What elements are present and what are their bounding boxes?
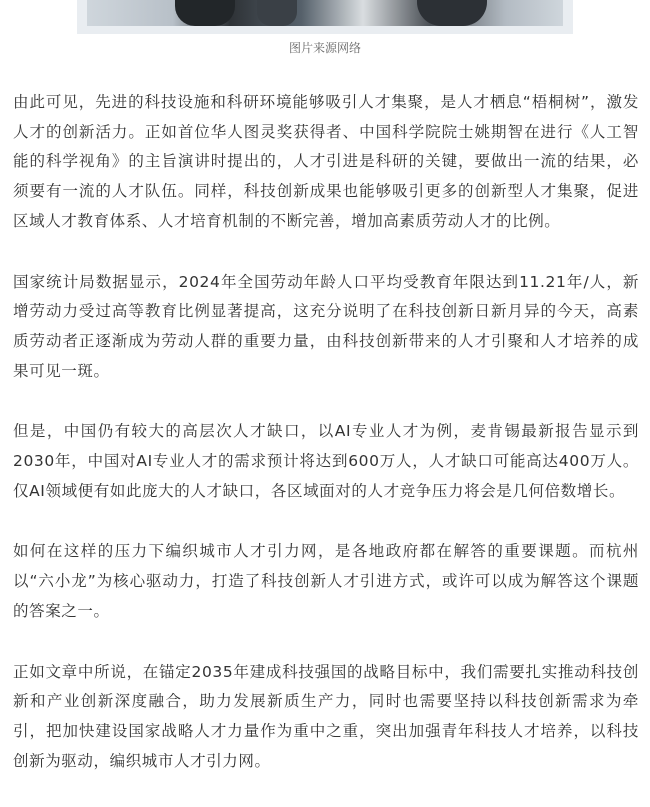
photo-figure-right xyxy=(417,0,487,26)
paragraph-5: 正如文章中所说，在锚定2035年建成科技强国的战略目标中，我们需要扎实推动科技创新和产业创新深度融合，助力发展新质生产力，同时也需要坚持以科技创新需求为牵引，把加快建设国家战略人才力量作为重中之重，突出加强青年科技人才培养，以科技创新为驱动，编织城市人才引力网。 xyxy=(13,662,639,770)
photo-caption: 图片来源网络 xyxy=(288,41,361,55)
photo-figure-middle xyxy=(257,0,297,26)
article-photo xyxy=(77,0,573,34)
photo-scene xyxy=(87,0,563,26)
paragraph-3: 但是，中国仍有较大的高层次人才缺口，以AI专业人才为例，麦肯锡最新报告显示到2030年，中国对AI专业人才的需求预计将达到600万人，人才缺口可能高达400万人。仅AI领域便有如此庞大的人才缺口，各区域面对的人才竞争压力将会是几何倍数增长。 xyxy=(13,422,639,500)
paragraph-4: 如何在这样的压力下编织城市人才引力网，是各地政府都在解答的重要课题。而杭州以“六小龙”为核心驱动力，打造了科技创新人才引进方式，或许可以成为解答这个课题的答案之一。 xyxy=(13,542,639,620)
paragraph-2: 国家统计局数据显示，2024年全国劳动年龄人口平均受教育年限达到11.21年/人，新增劳动力受过高等教育比例显著提高，这充分说明了在科技创新日新月异的今天，高素质劳动者正逐渐成为劳动人群的重要力量，由科技创新带来的人才引聚和人才培养的成果可见一斑。 xyxy=(13,272,639,380)
article-body xyxy=(13,88,639,807)
paragraph-1: 由此可见，先进的科技设施和科研环境能够吸引人才集聚，是人才栖息“梧桐树”，激发人才的创新活力。正如首位华人图灵奖获得者、中国科学院院士姚期智在进行《人工智能的科学视角》的主旨演讲时提出的，人才引进是科研的关键，要做出一流的结果，必须要有一流的人才队伍。同样，科技创新成果也能够吸引更多的创新型人才集聚，促进区域人才教育体系、人才培育机制的不断完善，增加高素质劳动人才的比例。 xyxy=(13,93,639,230)
photo-figure-left xyxy=(175,0,235,26)
